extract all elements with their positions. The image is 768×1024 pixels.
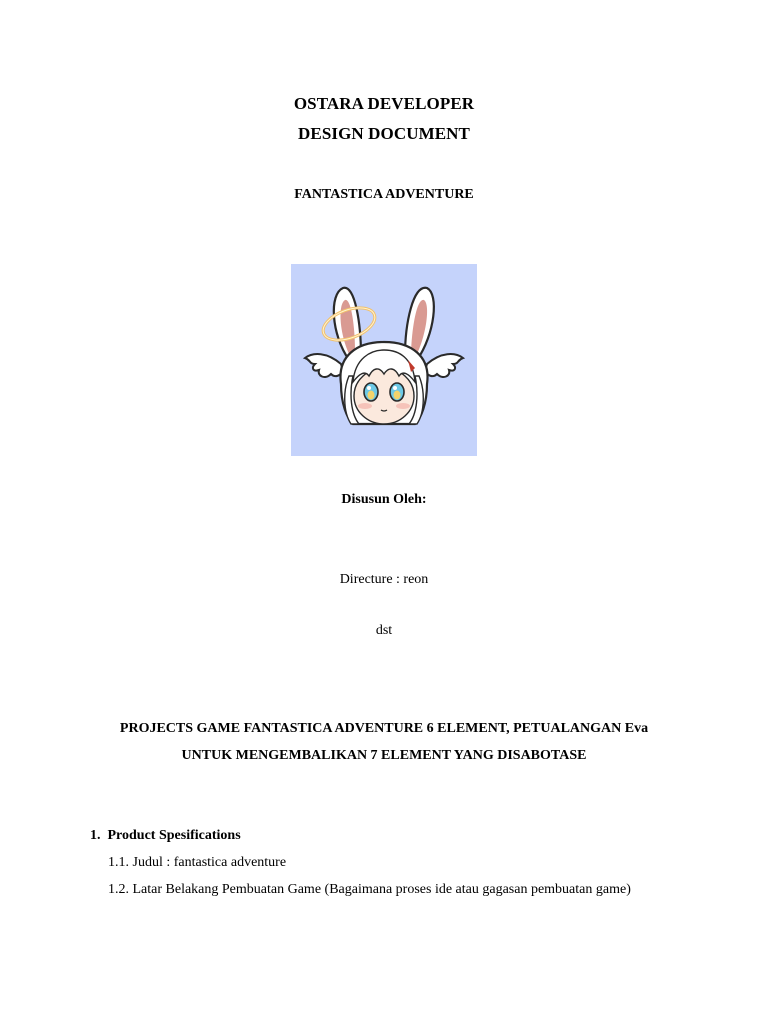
- section-number: 1.: [90, 828, 101, 843]
- list-item-text: Judul : fantastica adventure: [132, 855, 287, 870]
- section-title: Product Spesifications: [107, 828, 241, 843]
- game-title: FANTASTICA ADVENTURE: [294, 187, 474, 202]
- list-item: [108, 882, 631, 898]
- list-item-number: 1.2.: [108, 882, 129, 897]
- project-title: [60, 715, 708, 769]
- document-type-title: DESIGN DOCUMENT: [298, 124, 470, 143]
- face-shape: [354, 368, 414, 424]
- project-title-line-2: UNTUK MENGEMBALIKAN 7 ELEMENT YANG DISABOTASE: [181, 748, 587, 763]
- bunny-angel-girl-icon: [291, 264, 477, 456]
- cover-image: [291, 264, 477, 456]
- credits-heading: Disusun Oleh:: [341, 492, 427, 507]
- org-title: OSTARA DEVELOPER: [293, 94, 475, 113]
- project-title-line-1: PROJECTS GAME FANTASTICA ADVENTURE 6 ELEMENT, PETUALANGAN Eva: [119, 721, 649, 736]
- list-item-number: 1.1.: [108, 855, 129, 870]
- credits-director: Directure : reon: [339, 572, 429, 587]
- section-heading: [90, 828, 241, 844]
- list-item: [108, 855, 286, 871]
- list-item-text: Latar Belakang Pembuatan Game (Bagaimana proses ide atau gagasan pembuatan game): [132, 882, 631, 897]
- credits-others: dst: [375, 623, 393, 638]
